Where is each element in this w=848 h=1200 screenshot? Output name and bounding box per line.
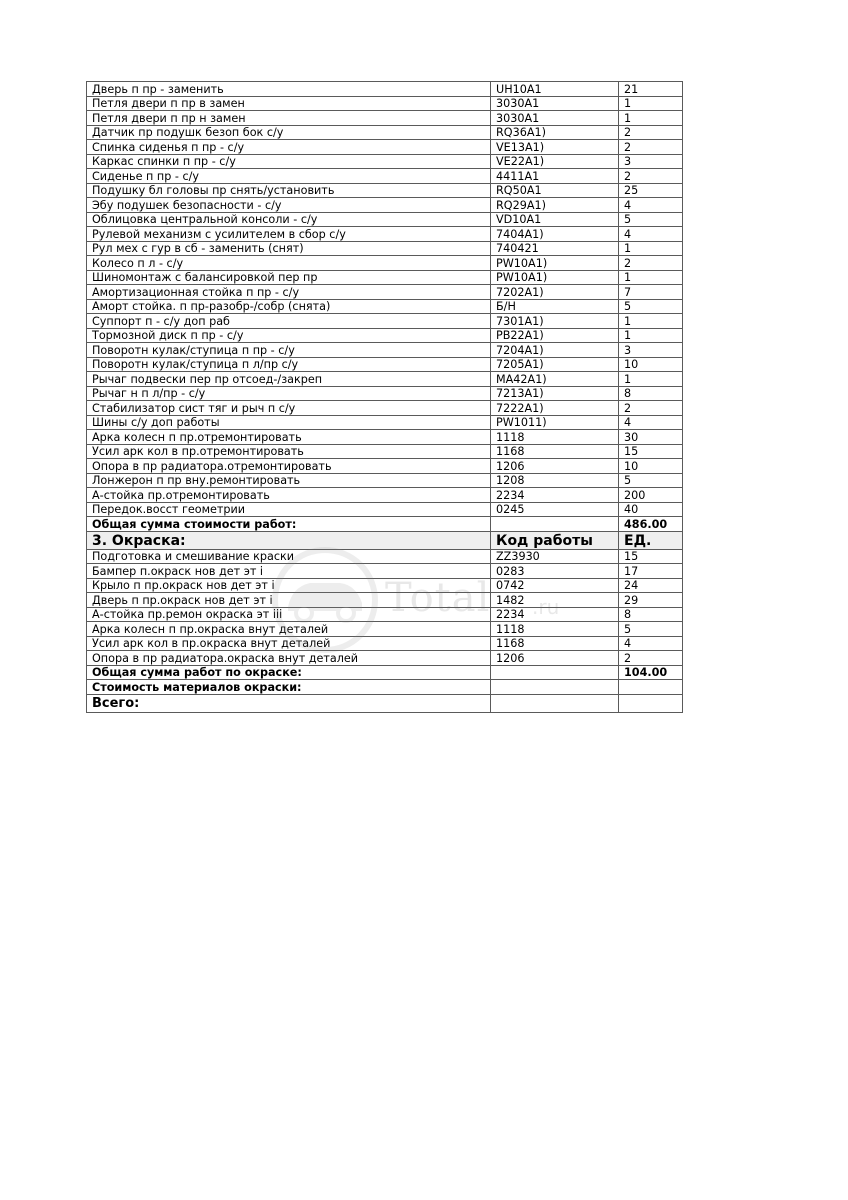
work-units-cell: 5 xyxy=(619,473,683,488)
paint-total-label: Общая сумма работ по окраске: xyxy=(87,665,491,680)
paint-units-header: ЕД. xyxy=(619,531,683,549)
work-code-cell: PW1011) xyxy=(491,415,619,430)
work-units-cell: 5 xyxy=(619,299,683,314)
work-code-cell: RQ29A1) xyxy=(491,198,619,213)
work-code-cell: 0742 xyxy=(491,578,619,593)
work-code-cell: VE13A1) xyxy=(491,140,619,155)
work-code-cell: 0245 xyxy=(491,502,619,517)
work-units-cell: 4 xyxy=(619,636,683,651)
paint-row xyxy=(87,564,683,579)
work-name-cell: Арка колесн п пр.окраска внут деталей xyxy=(87,622,491,637)
work-units-cell: 2 xyxy=(619,140,683,155)
work-units-cell: 1 xyxy=(619,314,683,329)
work-units-cell: 5 xyxy=(619,212,683,227)
work-code-cell: 0283 xyxy=(491,564,619,579)
work-row xyxy=(87,444,683,459)
work-row xyxy=(87,241,683,256)
work-units-cell: 15 xyxy=(619,549,683,564)
work-name-cell: Бампер п.окраск нов дет эт i xyxy=(87,564,491,579)
work-code-cell: 7404A1) xyxy=(491,227,619,242)
work-name-cell: Облицовка центральной консоли - с/у xyxy=(87,212,491,227)
work-units-cell: 10 xyxy=(619,357,683,372)
work-name-cell: Тормозной диск п пр - с/у xyxy=(87,328,491,343)
work-row xyxy=(87,343,683,358)
work-row xyxy=(87,169,683,184)
work-units-cell: 1 xyxy=(619,96,683,111)
work-code-cell: 7205A1) xyxy=(491,357,619,372)
work-code-cell: RQ36A1) xyxy=(491,125,619,140)
work-name-cell: Опора в пр радиатора.отремонтировать xyxy=(87,459,491,474)
work-name-cell: Усил арк кол в пр.отремонтировать xyxy=(87,444,491,459)
work-name-cell: Стабилизатор сист тяг и рыч п с/у xyxy=(87,401,491,416)
work-row xyxy=(87,314,683,329)
work-code-cell: 4411A1 xyxy=(491,169,619,184)
work-name-cell: Петля двери п пр в замен xyxy=(87,96,491,111)
work-code-cell: Б/Н xyxy=(491,299,619,314)
work-name-cell: Подушку бл головы пр снять/установить xyxy=(87,183,491,198)
materials-total-code xyxy=(491,680,619,695)
work-name-cell: Передок.восст геометрии xyxy=(87,502,491,517)
work-code-cell: 7204A1) xyxy=(491,343,619,358)
work-code-cell: ZZ3930 xyxy=(491,549,619,564)
work-units-cell: 1 xyxy=(619,270,683,285)
watermark-suffix: .ru xyxy=(532,595,560,619)
paint-row xyxy=(87,549,683,564)
work-row xyxy=(87,212,683,227)
work-code-cell: VD10A1 xyxy=(491,212,619,227)
work-units-cell: 10 xyxy=(619,459,683,474)
works-total-row xyxy=(87,517,683,532)
work-code-cell: PW10A1) xyxy=(491,256,619,271)
work-row xyxy=(87,357,683,372)
work-units-cell: 5 xyxy=(619,622,683,637)
paint-row xyxy=(87,622,683,637)
work-row xyxy=(87,198,683,213)
work-units-cell: 1 xyxy=(619,241,683,256)
works-total-section xyxy=(87,517,683,550)
work-name-cell: Шиномонтаж с балансировкой пер пр xyxy=(87,270,491,285)
work-units-cell: 2 xyxy=(619,401,683,416)
work-row xyxy=(87,415,683,430)
work-name-cell: Сиденье п пр - с/у xyxy=(87,169,491,184)
grand-total-row xyxy=(87,694,683,712)
work-code-cell: PB22A1) xyxy=(491,328,619,343)
work-row xyxy=(87,154,683,169)
work-code-cell: 1168 xyxy=(491,636,619,651)
works-section xyxy=(87,82,683,517)
work-name-cell: Спинка сиденья п пр - с/у xyxy=(87,140,491,155)
work-name-cell: Эбу подушек безопасности - с/у xyxy=(87,198,491,213)
work-name-cell: Датчик пр подушк безоп бок с/у xyxy=(87,125,491,140)
work-name-cell: Рычаг подвески пер пр отсоед-/закреп xyxy=(87,372,491,387)
work-code-cell: PW10A1) xyxy=(491,270,619,285)
work-units-cell: 2 xyxy=(619,651,683,666)
work-row xyxy=(87,502,683,517)
work-name-cell: Подготовка и смешивание краски xyxy=(87,549,491,564)
work-units-cell: 2 xyxy=(619,125,683,140)
work-units-cell: 8 xyxy=(619,386,683,401)
work-name-cell: Шины с/у доп работы xyxy=(87,415,491,430)
work-units-cell: 200 xyxy=(619,488,683,503)
grand-total-label: Всего: xyxy=(87,694,491,712)
work-name-cell: Арка колесн п пр.отремонтировать xyxy=(87,430,491,445)
paint-row xyxy=(87,593,683,608)
work-name-cell: Поворотн кулак/ступица п л/пр с/у xyxy=(87,357,491,372)
work-row xyxy=(87,140,683,155)
work-name-cell: Рулевой механизм с усилителем в сбор с/у xyxy=(87,227,491,242)
grand-total-code xyxy=(491,694,619,712)
paint-total-row xyxy=(87,665,683,680)
work-name-cell: Опора в пр радиатора.окраска внут деталей xyxy=(87,651,491,666)
works-total-label: Общая сумма стоимости работ: xyxy=(87,517,491,532)
work-name-cell: Усил арк кол в пр.окраска внут деталей xyxy=(87,636,491,651)
work-code-cell: 1118 xyxy=(491,430,619,445)
work-name-cell: Дверь п пр - заменить xyxy=(87,82,491,97)
summary-section xyxy=(87,665,683,712)
works-total-value: 486.00 xyxy=(619,517,683,532)
work-row xyxy=(87,488,683,503)
paint-section-header xyxy=(87,531,683,549)
work-name-cell: Петля двери п пр н замен xyxy=(87,111,491,126)
work-row xyxy=(87,386,683,401)
paint-row xyxy=(87,651,683,666)
work-row xyxy=(87,183,683,198)
work-units-cell: 8 xyxy=(619,607,683,622)
work-code-cell: 1168 xyxy=(491,444,619,459)
work-code-cell: 7301A1) xyxy=(491,314,619,329)
work-code-cell: 1206 xyxy=(491,459,619,474)
grand-total-value xyxy=(619,694,683,712)
work-row xyxy=(87,430,683,445)
paint-code-header: Код работы xyxy=(491,531,619,549)
work-code-cell: 7213A1) xyxy=(491,386,619,401)
work-units-cell: 25 xyxy=(619,183,683,198)
materials-total-row xyxy=(87,680,683,695)
work-row xyxy=(87,299,683,314)
work-name-cell: Рычаг н п л/пр - с/у xyxy=(87,386,491,401)
work-row xyxy=(87,227,683,242)
work-units-cell: 29 xyxy=(619,593,683,608)
work-name-cell: А-стойка пр.ремон окраска эт iii xyxy=(87,607,491,622)
work-code-cell: 3030A1 xyxy=(491,96,619,111)
paint-section-title: 3. Окраска: xyxy=(87,531,491,549)
work-units-cell: 17 xyxy=(619,564,683,579)
works-total-code xyxy=(491,517,619,532)
materials-total-value xyxy=(619,680,683,695)
work-row xyxy=(87,328,683,343)
work-units-cell: 4 xyxy=(619,198,683,213)
work-row xyxy=(87,372,683,387)
work-row xyxy=(87,125,683,140)
work-name-cell: Колесо п л - с/у xyxy=(87,256,491,271)
work-code-cell: 1482 xyxy=(491,593,619,608)
work-row xyxy=(87,96,683,111)
work-units-cell: 21 xyxy=(619,82,683,97)
work-name-cell: Крыло п пр.окраск нов дет эт i xyxy=(87,578,491,593)
work-name-cell: Рул мех с гур в сб - заменить (снят) xyxy=(87,241,491,256)
work-units-cell: 1 xyxy=(619,111,683,126)
work-code-cell: MA42A1) xyxy=(491,372,619,387)
work-row xyxy=(87,256,683,271)
work-code-cell: RQ50A1 xyxy=(491,183,619,198)
work-code-cell: 1206 xyxy=(491,651,619,666)
paint-row xyxy=(87,607,683,622)
work-name-cell: Амортизационная стойка п пр - с/у xyxy=(87,285,491,300)
work-name-cell: Поворотн кулак/ступица п пр - с/у xyxy=(87,343,491,358)
work-row xyxy=(87,82,683,97)
work-code-cell: 2234 xyxy=(491,607,619,622)
work-name-cell: Аморт стойка. п пр-разобр-/собр (снята) xyxy=(87,299,491,314)
work-code-cell: 740421 xyxy=(491,241,619,256)
work-name-cell: А-стойка пр.отремонтировать xyxy=(87,488,491,503)
paint-row xyxy=(87,578,683,593)
work-code-cell: 3030A1 xyxy=(491,111,619,126)
work-units-cell: 3 xyxy=(619,154,683,169)
work-units-cell: 40 xyxy=(619,502,683,517)
work-name-cell: Суппорт п - с/у доп раб xyxy=(87,314,491,329)
work-row xyxy=(87,401,683,416)
work-row xyxy=(87,270,683,285)
work-units-cell: 24 xyxy=(619,578,683,593)
work-code-cell: UH10A1 xyxy=(491,82,619,97)
work-units-cell: 2 xyxy=(619,256,683,271)
materials-total-label: Стоимость материалов окраски: xyxy=(87,680,491,695)
work-code-cell: 2234 xyxy=(491,488,619,503)
paint-row xyxy=(87,636,683,651)
work-code-cell: 1118 xyxy=(491,622,619,637)
watermark-text: Total xyxy=(385,575,491,621)
work-units-cell: 4 xyxy=(619,227,683,242)
estimate-table xyxy=(86,81,683,713)
work-units-cell: 2 xyxy=(619,169,683,184)
work-units-cell: 4 xyxy=(619,415,683,430)
work-units-cell: 7 xyxy=(619,285,683,300)
work-units-cell: 3 xyxy=(619,343,683,358)
work-code-cell: 7202A1) xyxy=(491,285,619,300)
paint-total-value: 104.00 xyxy=(619,665,683,680)
work-units-cell: 1 xyxy=(619,372,683,387)
work-name-cell: Каркас спинки п пр - с/у xyxy=(87,154,491,169)
work-code-cell: 7222A1) xyxy=(491,401,619,416)
work-code-cell: 1208 xyxy=(491,473,619,488)
work-code-cell: VE22A1) xyxy=(491,154,619,169)
work-row xyxy=(87,285,683,300)
work-row xyxy=(87,111,683,126)
paint-total-code xyxy=(491,665,619,680)
work-units-cell: 1 xyxy=(619,328,683,343)
work-name-cell: Лонжерон п пр вну.ремонтировать xyxy=(87,473,491,488)
paint-section xyxy=(87,549,683,665)
work-units-cell: 15 xyxy=(619,444,683,459)
work-row xyxy=(87,473,683,488)
work-units-cell: 30 xyxy=(619,430,683,445)
work-name-cell: Дверь п пр.окраск нов дет эт i xyxy=(87,593,491,608)
work-row xyxy=(87,459,683,474)
